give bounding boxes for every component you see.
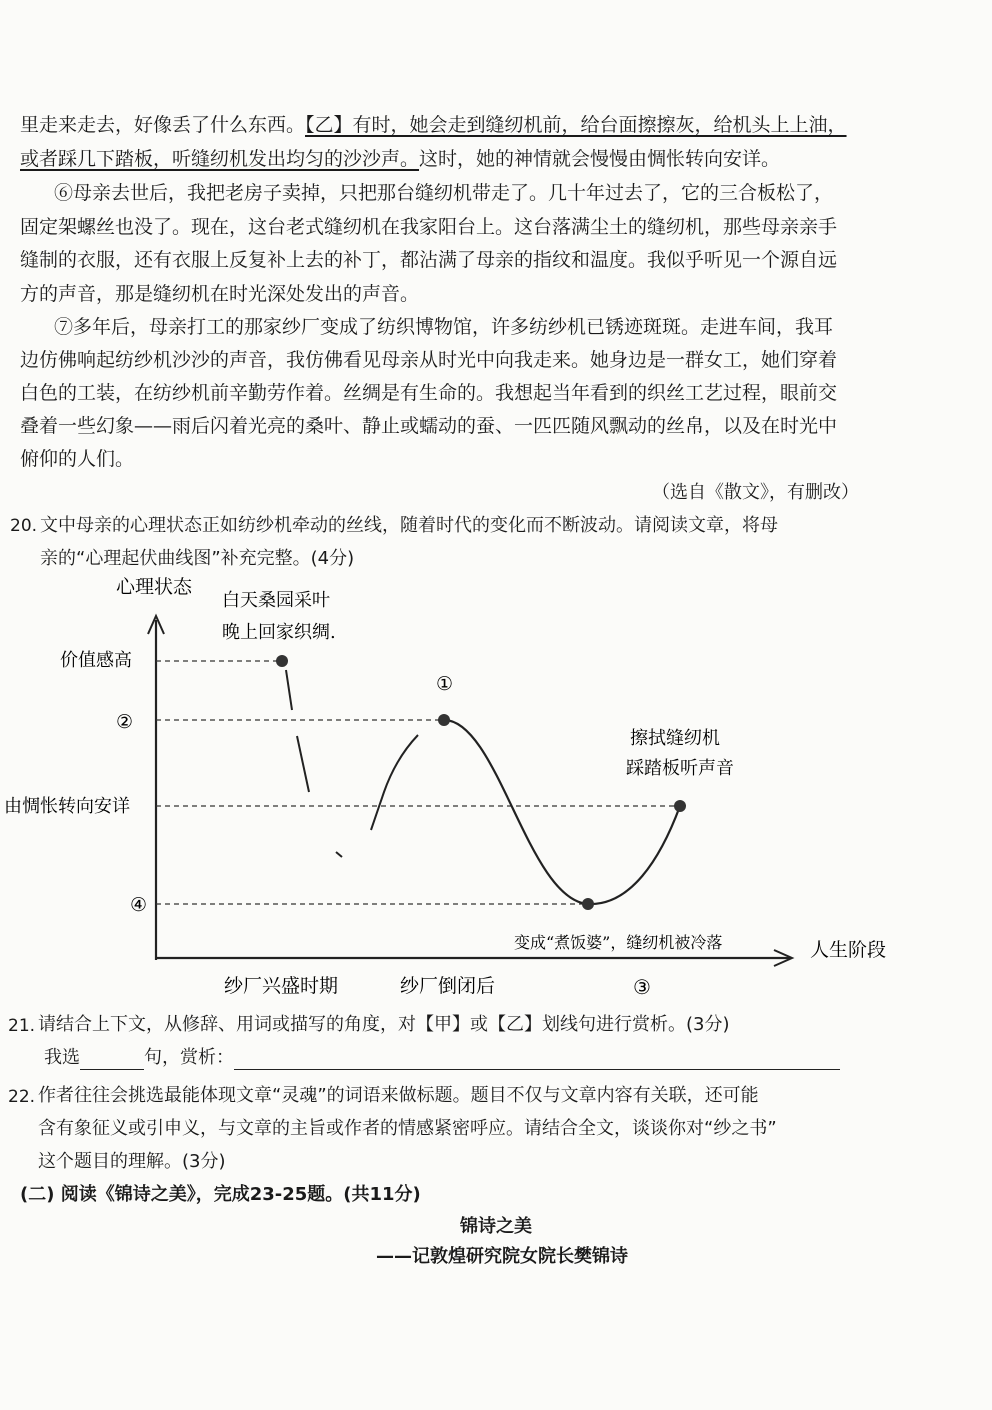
paragraph-6-line: 缝制的衣服，还有衣服上反复补上去的补丁，都沾满了母亲的指纹和温度。我似乎听见一个源自远 xyxy=(20,249,838,271)
question-22-number: 22. xyxy=(8,1087,36,1107)
paragraph-7-line: 白色的工装，在纺纱机前辛勤劳作着。丝绸是有生命的。我想起当年看到的织丝工艺过程，眼前交 xyxy=(20,382,838,404)
curve-point xyxy=(438,714,450,726)
y-tick-label: ④ xyxy=(130,894,148,916)
peak-note: 晚上回家织绸. xyxy=(222,622,336,643)
underlined-sentence-yi: 【乙】有时，她会走到缝纫机前，给台面擦擦灰，给机头上上油， xyxy=(305,114,847,136)
y-axis-label: 心理状态 xyxy=(116,576,193,598)
question-20-line: 亲的“心理起伏曲线图”补充完整。(4分) xyxy=(40,548,355,569)
underlined-sentence-yi-cont: 或者踩几下踏板，听缝纫机发出均匀的沙沙声。 xyxy=(20,148,420,170)
peak-note: 白天桑园采叶 xyxy=(222,590,330,611)
answer-prefix: 我选 xyxy=(44,1047,80,1068)
sketch-stroke xyxy=(371,735,418,830)
question-22-line: 作者往往会挑选最能体现文章“灵魂”的词语来做标题。题目不仅与文章内容有关联，还可能 xyxy=(38,1085,759,1106)
x-tick-label: 纱厂兴盛时期 xyxy=(224,975,339,997)
question-22-line: 这个题目的理解。(3分) xyxy=(38,1151,226,1172)
article-title: 锦诗之美 xyxy=(460,1216,532,1237)
passage-line xyxy=(20,147,780,171)
y-tick-label: 价值感高 xyxy=(60,650,132,671)
passage-source: （选自《散文》，有删改） xyxy=(652,482,859,503)
curve-point xyxy=(582,898,594,910)
y-tick-label: ② xyxy=(116,711,134,733)
marker-label: ① xyxy=(436,673,454,695)
question-20-line: 文中母亲的心理状态正如纺纱机牵动的丝线，随着时代的变化而不断波动。请阅读文章，将母 xyxy=(40,515,778,536)
paragraph-6-line: 固定架螺丝也没了。现在，这台老式缝纫机在我家阳台上。这台落满尘土的缝纫机，那些母亲亲手 xyxy=(20,216,838,238)
article-subtitle: ——记敦煌研究院女院长樊锦诗 xyxy=(376,1246,628,1267)
paragraph-6-line: ⑥母亲去世后，我把老房子卖掉，只把那台缝纫机带走了。几十年过去了，它的三合板松了， xyxy=(54,182,834,204)
sketch-stroke xyxy=(297,736,309,792)
question-21-answer-row xyxy=(44,1046,840,1070)
question-21-line: 请结合上下文，从修辞、用词或描写的角度，对【甲】或【乙】划线句进行赏析。(3分) xyxy=(38,1014,730,1035)
paragraph-7-line: 边仿佛响起纺纱机沙沙的声音，我仿佛看见母亲从时光中向我走来。她身边是一群女工，她们穿着 xyxy=(20,349,838,371)
paragraph-7-line: 叠着一些幻象——雨后闪着光亮的桑叶、静止或蠕动的蚕、一匹匹随风飘动的丝帛，以及在时光中 xyxy=(20,415,838,437)
right-note: 踩踏板听声音 xyxy=(626,758,734,779)
paragraph-6-line: 方的声音，那是缝纫机在时光深处发出的声音。 xyxy=(20,283,420,305)
question-22-line: 含有象征义或引申义，与文章的主旨或作者的情感紧密呼应。请结合全文，谈谈你对“纱之书” xyxy=(38,1118,777,1139)
question-21-number: 21. xyxy=(8,1016,36,1036)
paragraph-7-line: 俯仰的人们。 xyxy=(20,448,135,470)
answer-mid: 句，赏析： xyxy=(144,1047,234,1068)
paragraph-7-line: ⑦多年后，母亲打工的那家纱厂变成了纺织博物馆，许多纺纱机已锈迹斑斑。走进车间，我耳 xyxy=(54,316,834,338)
bottom-note: 变成“煮饭婆”，缝纫机被冷落 xyxy=(514,933,723,952)
right-note: 擦拭缝纫机 xyxy=(630,728,720,749)
appreciation-blank[interactable] xyxy=(234,1049,840,1070)
passage-text: 里走来走去，好像丢了什么东西。 xyxy=(20,114,306,136)
mood-curve-chart xyxy=(0,570,992,1010)
x-tick-label: ③ xyxy=(633,975,651,999)
question-20-number: 20. xyxy=(10,516,38,536)
curve-point xyxy=(276,655,288,667)
sketch-stroke xyxy=(286,670,292,710)
x-tick-label: 纱厂倒闭后 xyxy=(400,975,496,997)
passage-line xyxy=(20,113,847,137)
section-2-heading: (二) 阅读《锦诗之美》，完成23-25题。(共11分) xyxy=(20,1184,421,1205)
sketch-stroke xyxy=(336,852,342,857)
choice-blank[interactable] xyxy=(80,1049,144,1070)
curve-point xyxy=(674,800,686,812)
x-axis-label: 人生阶段 xyxy=(810,939,887,961)
passage-text: 这时，她的神情就会慢慢由惆怅转向安详。 xyxy=(419,148,781,170)
y-tick-label: 由惆怅转向安详 xyxy=(4,796,130,817)
